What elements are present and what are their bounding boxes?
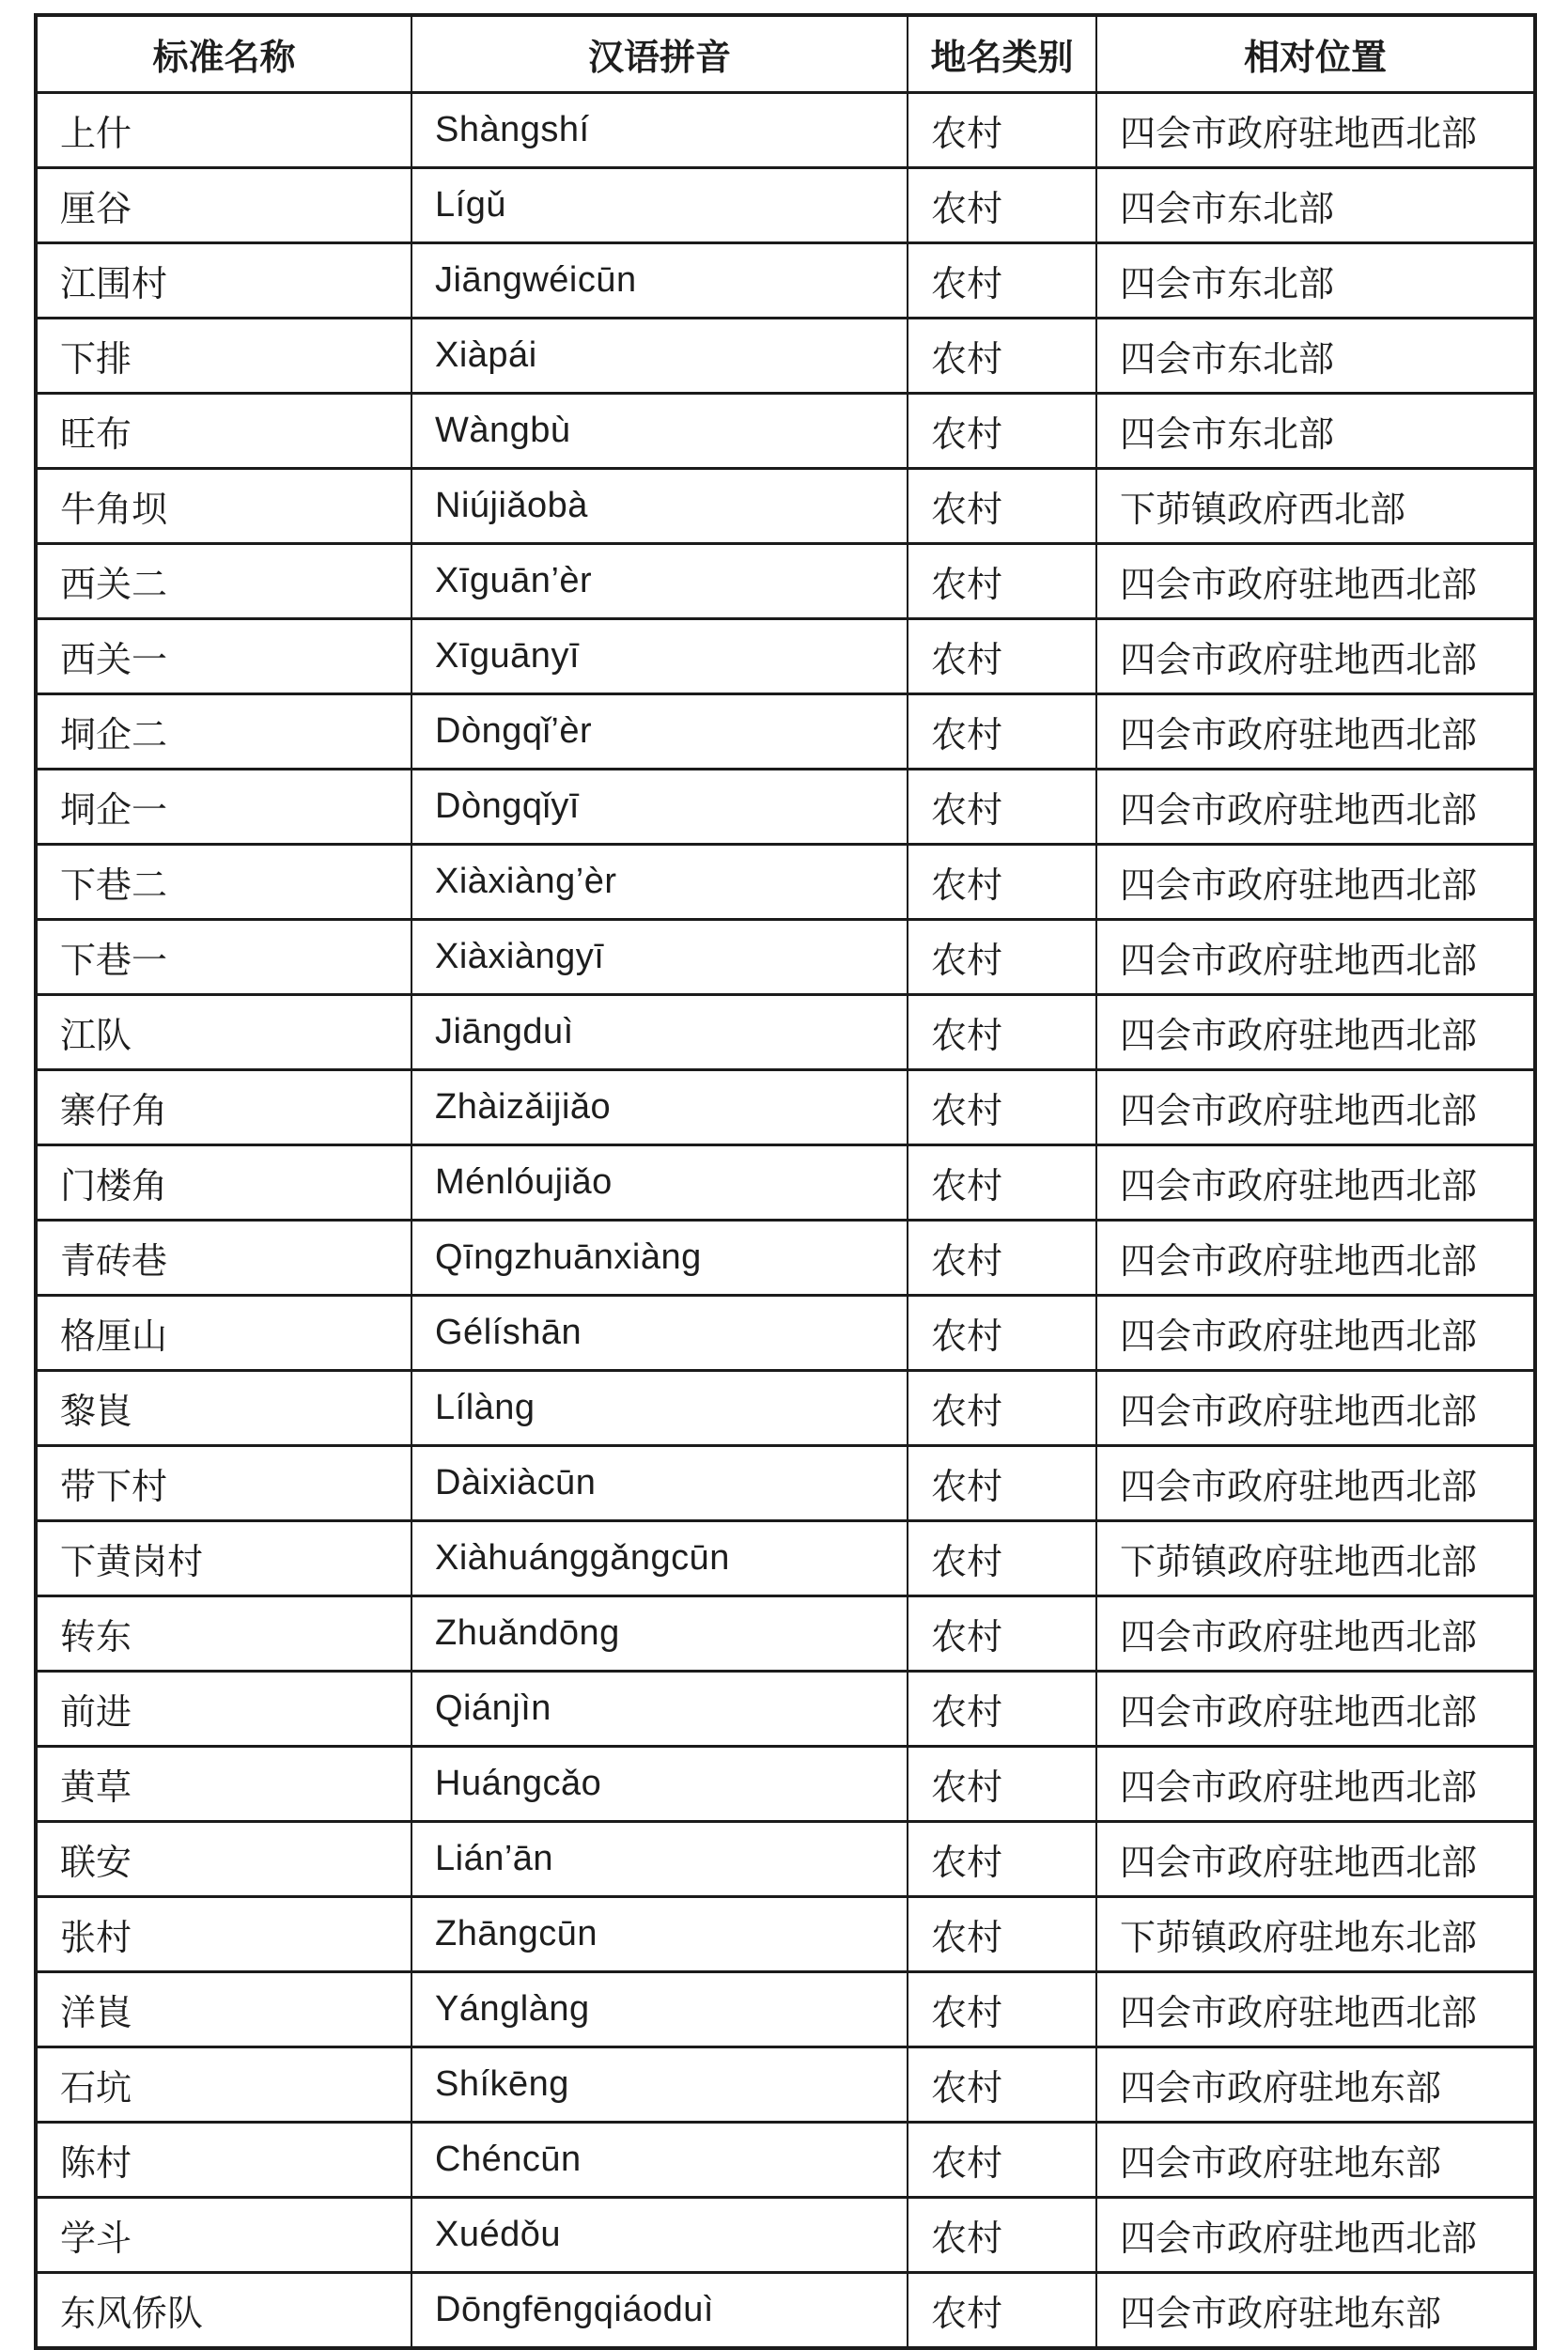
- table-row: [36, 394, 1535, 469]
- cell-pinyin: Jiāngwéicūn: [411, 243, 908, 319]
- cell-category: 农村: [908, 1822, 1096, 1897]
- table-row: [36, 1145, 1535, 1221]
- cell-location: 四会市政府驻地西北部: [1096, 1296, 1535, 1371]
- table-row: [36, 2273, 1535, 2349]
- table-row: [36, 2123, 1535, 2198]
- cell-category: 农村: [908, 920, 1096, 995]
- cell-pinyin: Zhàizǎijiǎo: [411, 1070, 908, 1145]
- cell-pinyin: Lílàng: [411, 1371, 908, 1446]
- cell-pinyin: Chéncūn: [411, 2123, 908, 2198]
- cell-location: 四会市东北部: [1096, 394, 1535, 469]
- cell-standard-name: 黎崀: [36, 1371, 411, 1446]
- cell-pinyin: Niújiǎobà: [411, 469, 908, 544]
- cell-category: 农村: [908, 2123, 1096, 2198]
- header-location: 相对位置: [1096, 15, 1535, 93]
- cell-category: 农村: [908, 1446, 1096, 1521]
- cell-standard-name: 垌企二: [36, 694, 411, 770]
- cell-standard-name: 格厘山: [36, 1296, 411, 1371]
- cell-standard-name: 寨仔角: [36, 1070, 411, 1145]
- table-row: [36, 1672, 1535, 1747]
- cell-standard-name: 陈村: [36, 2123, 411, 2198]
- cell-location: 四会市政府驻地西北部: [1096, 1446, 1535, 1521]
- cell-category: 农村: [908, 243, 1096, 319]
- cell-standard-name: 学斗: [36, 2198, 411, 2273]
- cell-category: 农村: [908, 995, 1096, 1070]
- cell-standard-name: 东风侨队: [36, 2273, 411, 2349]
- cell-category: 农村: [908, 770, 1096, 845]
- cell-pinyin: Jiāngduì: [411, 995, 908, 1070]
- cell-standard-name: 青砖巷: [36, 1221, 411, 1296]
- table-row: [36, 544, 1535, 619]
- cell-standard-name: 下巷二: [36, 845, 411, 920]
- cell-standard-name: 西关二: [36, 544, 411, 619]
- cell-category: 农村: [908, 93, 1096, 168]
- cell-pinyin: Qīngzhuānxiàng: [411, 1221, 908, 1296]
- cell-standard-name: 旺布: [36, 394, 411, 469]
- cell-pinyin: Xiàpái: [411, 319, 908, 394]
- cell-pinyin: Shàngshí: [411, 93, 908, 168]
- cell-pinyin: Xuédǒu: [411, 2198, 908, 2273]
- cell-category: 农村: [908, 2047, 1096, 2123]
- cell-category: 农村: [908, 469, 1096, 544]
- cell-standard-name: 联安: [36, 1822, 411, 1897]
- cell-standard-name: 上什: [36, 93, 411, 168]
- table-row: [36, 1446, 1535, 1521]
- cell-pinyin: Xiàxiàngyī: [411, 920, 908, 995]
- table-row: [36, 845, 1535, 920]
- cell-location: 四会市政府驻地西北部: [1096, 1596, 1535, 1672]
- cell-location: 下茆镇政府西北部: [1096, 469, 1535, 544]
- table-row: [36, 2047, 1535, 2123]
- cell-category: 农村: [908, 168, 1096, 243]
- cell-location: 四会市政府驻地西北部: [1096, 1371, 1535, 1446]
- cell-category: 农村: [908, 394, 1096, 469]
- cell-standard-name: 厘谷: [36, 168, 411, 243]
- cell-location: 四会市政府驻地西北部: [1096, 1145, 1535, 1221]
- table-row: [36, 619, 1535, 694]
- cell-standard-name: 江队: [36, 995, 411, 1070]
- cell-location: 四会市政府驻地西北部: [1096, 2198, 1535, 2273]
- cell-location: 四会市政府驻地西北部: [1096, 619, 1535, 694]
- cell-standard-name: 转东: [36, 1596, 411, 1672]
- cell-pinyin: Gélíshān: [411, 1296, 908, 1371]
- cell-pinyin: Lígǔ: [411, 168, 908, 243]
- cell-category: 农村: [908, 1221, 1096, 1296]
- table-row: [36, 920, 1535, 995]
- cell-standard-name: 门楼角: [36, 1145, 411, 1221]
- cell-category: 农村: [908, 1145, 1096, 1221]
- cell-category: 农村: [908, 1672, 1096, 1747]
- header-standard-name: 标准名称: [36, 15, 411, 93]
- cell-pinyin: Dōngfēngqiáoduì: [411, 2273, 908, 2349]
- cell-category: 农村: [908, 1296, 1096, 1371]
- cell-standard-name: 张村: [36, 1897, 411, 1972]
- table-row: [36, 1521, 1535, 1596]
- table-row: [36, 1221, 1535, 1296]
- cell-category: 农村: [908, 1972, 1096, 2047]
- table-row: [36, 93, 1535, 168]
- cell-location: 四会市东北部: [1096, 319, 1535, 394]
- cell-location: 四会市政府驻地西北部: [1096, 845, 1535, 920]
- table-row: [36, 243, 1535, 319]
- cell-pinyin: Zhāngcūn: [411, 1897, 908, 1972]
- cell-category: 农村: [908, 619, 1096, 694]
- cell-pinyin: Wàngbù: [411, 394, 908, 469]
- table-row: [36, 1070, 1535, 1145]
- place-names-table: [34, 13, 1537, 2350]
- table-row: [36, 469, 1535, 544]
- cell-category: 农村: [908, 544, 1096, 619]
- cell-standard-name: 下排: [36, 319, 411, 394]
- cell-location: 下茆镇政府驻地西北部: [1096, 1521, 1535, 1596]
- cell-standard-name: 前进: [36, 1672, 411, 1747]
- cell-pinyin: Lián’ān: [411, 1822, 908, 1897]
- table-row: [36, 1972, 1535, 2047]
- cell-pinyin: Dàixiàcūn: [411, 1446, 908, 1521]
- cell-category: 农村: [908, 319, 1096, 394]
- cell-category: 农村: [908, 1747, 1096, 1822]
- table-row: [36, 2198, 1535, 2273]
- cell-pinyin: Qiánjìn: [411, 1672, 908, 1747]
- header-category: 地名类别: [908, 15, 1096, 93]
- cell-pinyin: Dòngqǐyī: [411, 770, 908, 845]
- table-row: [36, 995, 1535, 1070]
- cell-standard-name: 黄草: [36, 1747, 411, 1822]
- table-row: [36, 168, 1535, 243]
- cell-location: 四会市政府驻地西北部: [1096, 1221, 1535, 1296]
- cell-location: 四会市政府驻地西北部: [1096, 1822, 1535, 1897]
- cell-standard-name: 垌企一: [36, 770, 411, 845]
- cell-category: 农村: [908, 1521, 1096, 1596]
- cell-location: 四会市政府驻地西北部: [1096, 1070, 1535, 1145]
- table-row: [36, 1897, 1535, 1972]
- cell-pinyin: Huángcǎo: [411, 1747, 908, 1822]
- cell-location: 四会市政府驻地西北部: [1096, 770, 1535, 845]
- table-row: [36, 1371, 1535, 1446]
- cell-location: 四会市政府驻地西北部: [1096, 544, 1535, 619]
- header-pinyin: 汉语拼音: [411, 15, 908, 93]
- cell-standard-name: 西关一: [36, 619, 411, 694]
- cell-location: 四会市政府驻地东部: [1096, 2273, 1535, 2349]
- cell-category: 农村: [908, 2273, 1096, 2349]
- cell-location: 四会市政府驻地西北部: [1096, 694, 1535, 770]
- cell-pinyin: Dòngqǐ’èr: [411, 694, 908, 770]
- table-row: [36, 694, 1535, 770]
- cell-category: 农村: [908, 1897, 1096, 1972]
- cell-standard-name: 带下村: [36, 1446, 411, 1521]
- cell-pinyin: Shíkēng: [411, 2047, 908, 2123]
- cell-location: 四会市政府驻地西北部: [1096, 1672, 1535, 1747]
- cell-location: 四会市政府驻地西北部: [1096, 1747, 1535, 1822]
- cell-location: 下茆镇政府驻地东北部: [1096, 1897, 1535, 1972]
- cell-pinyin: Ménlóujiǎo: [411, 1145, 908, 1221]
- cell-pinyin: Zhuǎndōng: [411, 1596, 908, 1672]
- cell-location: 四会市东北部: [1096, 168, 1535, 243]
- cell-standard-name: 洋崀: [36, 1972, 411, 2047]
- cell-pinyin: Xiàxiàng’èr: [411, 845, 908, 920]
- cell-category: 农村: [908, 845, 1096, 920]
- cell-category: 农村: [908, 2198, 1096, 2273]
- cell-location: 四会市政府驻地西北部: [1096, 93, 1535, 168]
- table-row: [36, 1296, 1535, 1371]
- header-row: [36, 15, 1535, 93]
- table-row: [36, 1822, 1535, 1897]
- cell-category: 农村: [908, 1070, 1096, 1145]
- cell-location: 四会市政府驻地西北部: [1096, 920, 1535, 995]
- cell-standard-name: 牛角坝: [36, 469, 411, 544]
- cell-pinyin: Xīguānyī: [411, 619, 908, 694]
- cell-standard-name: 下黄岗村: [36, 1521, 411, 1596]
- cell-category: 农村: [908, 1371, 1096, 1446]
- cell-standard-name: 石坑: [36, 2047, 411, 2123]
- cell-pinyin: Yánglàng: [411, 1972, 908, 2047]
- cell-location: 四会市政府驻地西北部: [1096, 995, 1535, 1070]
- cell-category: 农村: [908, 694, 1096, 770]
- cell-location: 四会市政府驻地东部: [1096, 2123, 1535, 2198]
- cell-location: 四会市政府驻地东部: [1096, 2047, 1535, 2123]
- table-row: [36, 1747, 1535, 1822]
- cell-category: 农村: [908, 1596, 1096, 1672]
- cell-pinyin: Xiàhuánggǎngcūn: [411, 1521, 908, 1596]
- cell-standard-name: 下巷一: [36, 920, 411, 995]
- cell-standard-name: 江围村: [36, 243, 411, 319]
- table-row: [36, 319, 1535, 394]
- cell-location: 四会市政府驻地西北部: [1096, 1972, 1535, 2047]
- table-row: [36, 1596, 1535, 1672]
- cell-location: 四会市东北部: [1096, 243, 1535, 319]
- table-row: [36, 770, 1535, 845]
- cell-pinyin: Xīguān’èr: [411, 544, 908, 619]
